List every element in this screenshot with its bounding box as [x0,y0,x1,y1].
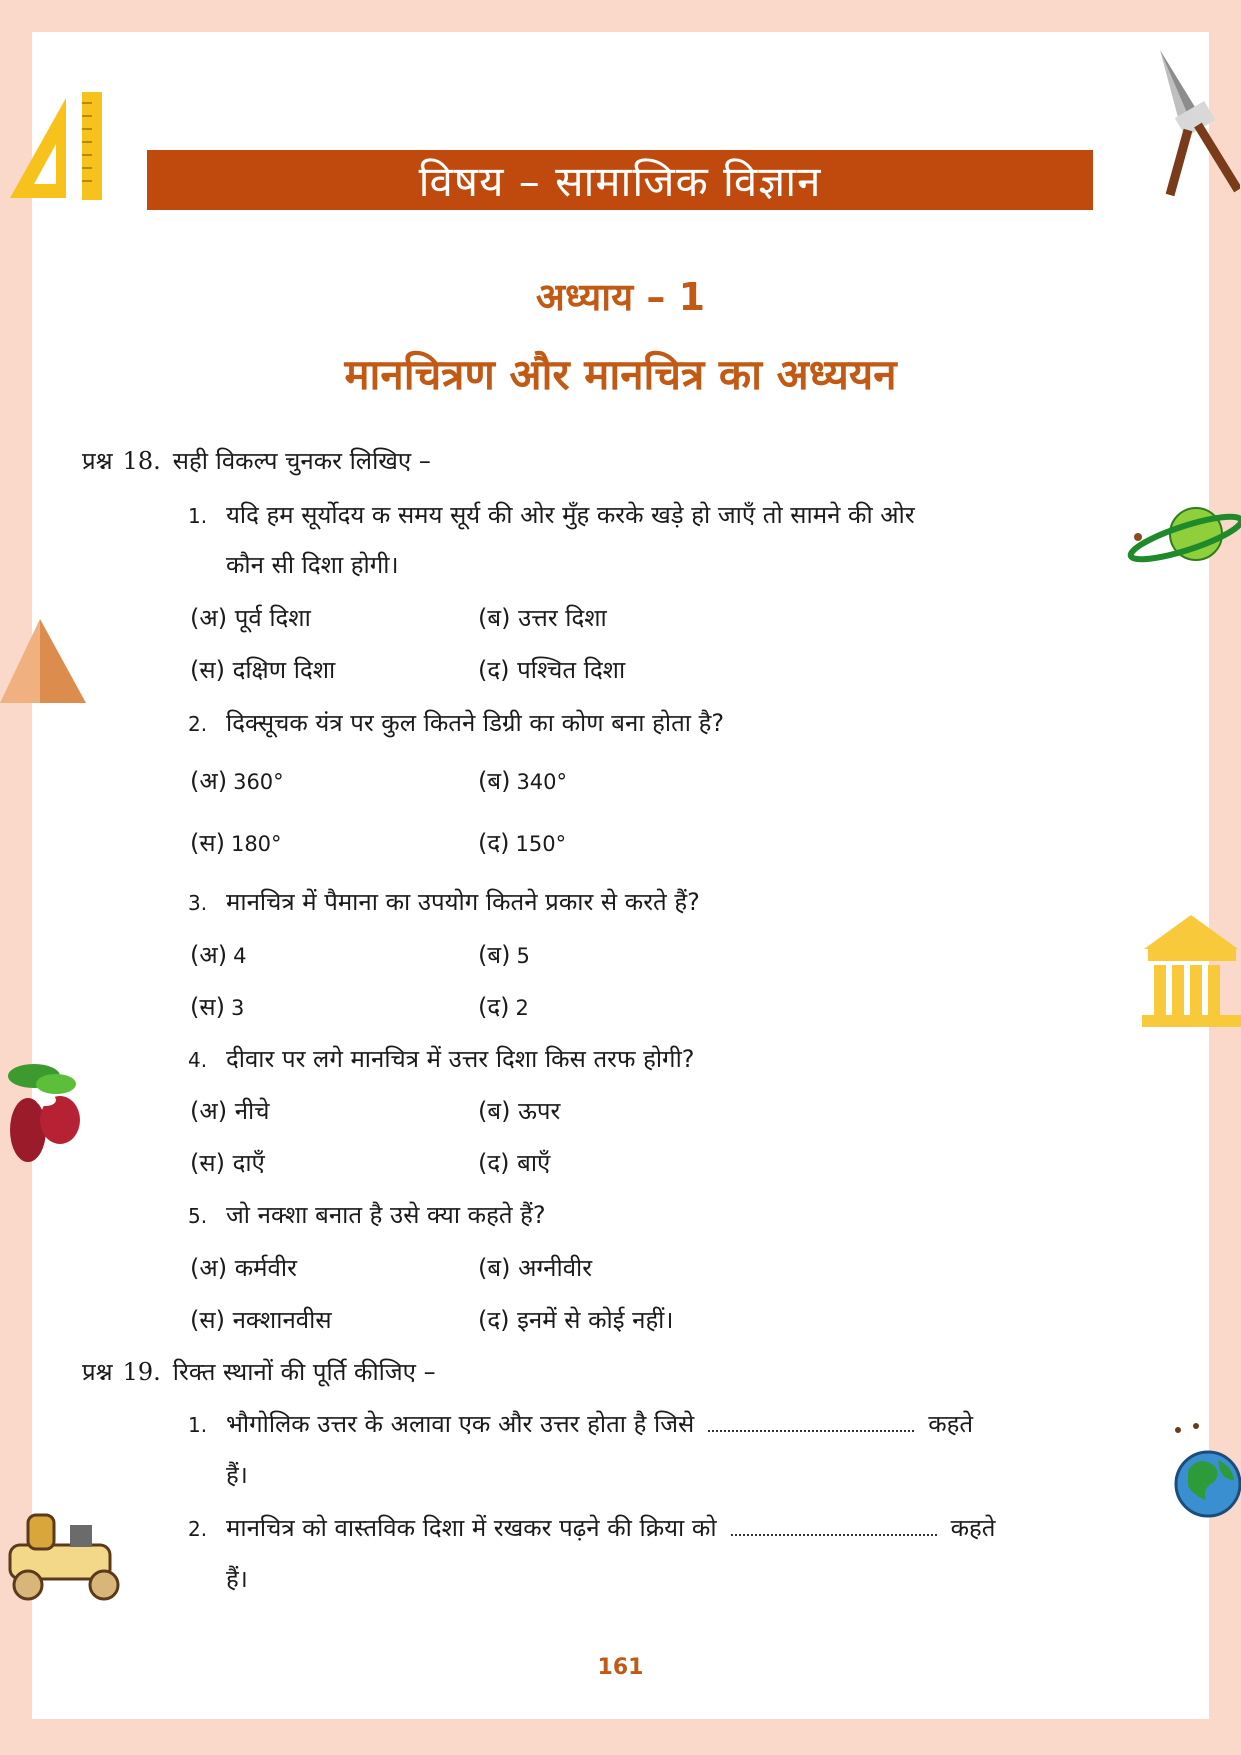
option-b [478,1251,592,1284]
option-d [478,826,566,859]
item-number: 2. [188,1517,208,1541]
option-value: 360° [233,770,284,794]
subject-title: विषय – सामाजिक विज्ञान [418,156,822,206]
option-key: (द) [478,1306,510,1334]
item-number: 3. [188,891,208,915]
item-number: 1. [188,504,208,528]
option-a [190,601,311,634]
option-value: 3 [230,996,245,1020]
option-c [190,826,282,859]
item-text-end: कहते [928,1410,974,1438]
mcq-item-5 [188,1198,546,1231]
pyramid-icon [0,615,88,705]
option-d [478,1303,674,1336]
option-value: इनमें से कोई नहीं। [517,1306,674,1334]
option-key: (स) [190,656,225,684]
option-c [190,1303,332,1336]
page-number: 161 [597,1655,644,1680]
chapter-title: मानचित्रण और मानचित्र का अध्ययन [344,350,897,399]
pliers-tool-icon [1150,50,1240,200]
option-c [190,1146,265,1179]
mcq-item-2 [188,706,724,739]
item-text: मानचित्र में पैमाना का उपयोग कितने प्रकार से करते हैं? [226,888,700,916]
item-number: 4. [188,1048,208,1072]
item-text: भौगोलिक उत्तर के अलावा एक और उत्तर होता है जिसे [226,1410,695,1438]
option-value: अग्नीवीर [518,1254,593,1282]
globe-earth-icon [1170,1420,1241,1520]
option-b [478,938,530,971]
question-title: रिक्त स्थानों की पूर्ति कीजिए – [172,1358,436,1386]
option-value: 2 [515,996,529,1020]
option-key: (स) [190,1149,225,1177]
option-a [190,764,284,797]
item-number: 5. [188,1204,208,1228]
option-value: पूर्व दिशा [234,604,311,632]
option-value: कर्मवीर [234,1254,297,1282]
item-number: 2. [188,712,208,736]
option-key: (ब) [478,941,511,969]
option-key: (अ) [190,941,228,969]
option-value: 150° [515,832,567,856]
option-d [478,1146,550,1179]
option-key: (द) [478,1149,510,1177]
option-value: बाएँ [517,1149,551,1177]
kidney-bean-plant-icon [4,1060,88,1170]
option-b [478,764,567,797]
item-text: दीवार पर लगे मानचित्र में उत्तर दिशा किस तरफ होगी? [226,1045,695,1073]
option-key: (द) [478,656,510,684]
item-text: यदि हम सूर्योदय क समय सूर्य की ओर मुँह करके खड़े हो जाएँ तो सामने की ओर [226,501,915,529]
option-key: (ब) [478,1254,511,1282]
option-b [478,601,607,634]
option-key: (स) [190,1306,225,1334]
option-value: 4 [233,944,247,968]
option-value: दाएँ [232,1149,265,1177]
item-text-continued: हैं। [226,1565,248,1593]
blank-line[interactable] [731,1518,937,1536]
question-18-heading [82,444,431,477]
option-c [190,990,244,1023]
option-value: दक्षिण दिशा [232,656,336,684]
option-value: 180° [230,832,282,856]
option-value: पश्चित दिशा [517,656,626,684]
option-d [478,653,625,686]
option-key: (अ) [190,767,228,795]
option-value: 340° [516,770,568,794]
option-key: (स) [190,829,225,857]
blank-line[interactable] [708,1414,914,1432]
option-key: (ब) [478,767,511,795]
option-value: 5 [516,944,530,968]
subject-banner [147,150,1093,210]
item-text-end: कहते [950,1514,996,1542]
option-key: (अ) [190,604,228,632]
option-key: (ब) [478,1097,511,1125]
option-c [190,653,335,686]
option-value: नक्शानवीस [232,1306,332,1334]
question-19-heading [82,1355,436,1388]
option-key: (अ) [190,1254,228,1282]
item-text-continued: हैं। [226,1461,248,1489]
item-text: दिक्सूचक यंत्र पर कुल कितने डिग्री का कोण बना होता है? [226,709,725,737]
option-a [190,1251,297,1284]
option-value: नीचे [234,1097,270,1125]
temple-pillars-icon [1142,915,1241,1030]
question-label: प्रश्न [82,1358,113,1386]
option-value: ऊपर [518,1097,561,1125]
question-number: 19. [122,1358,161,1386]
option-b [478,1094,560,1127]
option-a [190,938,246,971]
mcq-item-3 [188,885,700,918]
item-text: जो नक्शा बनात है उसे क्या कहते हैं? [226,1201,546,1229]
option-d [478,990,529,1023]
item-number: 1. [188,1413,208,1437]
option-key: (द) [478,829,510,857]
fill-blank-item-1 [188,1407,1114,1440]
fill-blank-item-2 [188,1511,1114,1544]
chapter-number: अध्याय – 1 [535,275,706,319]
option-key: (ब) [478,604,511,632]
planet-saturn-icon [1126,500,1241,570]
question-title: सही विकल्प चुनकर लिखिए – [172,447,431,475]
option-value: उत्तर दिशा [518,604,607,632]
set-square-ruler-icon [4,88,104,203]
option-key: (अ) [190,1097,228,1125]
option-key: (स) [190,993,225,1021]
question-number: 18. [122,447,161,475]
question-label: प्रश्न [82,447,113,475]
toy-cart-icon [0,1505,128,1605]
mcq-item-1 [188,498,915,531]
mcq-item-4 [188,1042,695,1075]
option-a [190,1094,270,1127]
item-text-continued: कौन सी दिशा होगी। [226,551,399,579]
option-key: (द) [478,993,510,1021]
item-text: मानचित्र को वास्तविक दिशा में रखकर पढ़ने की क्रिया को [226,1514,717,1542]
